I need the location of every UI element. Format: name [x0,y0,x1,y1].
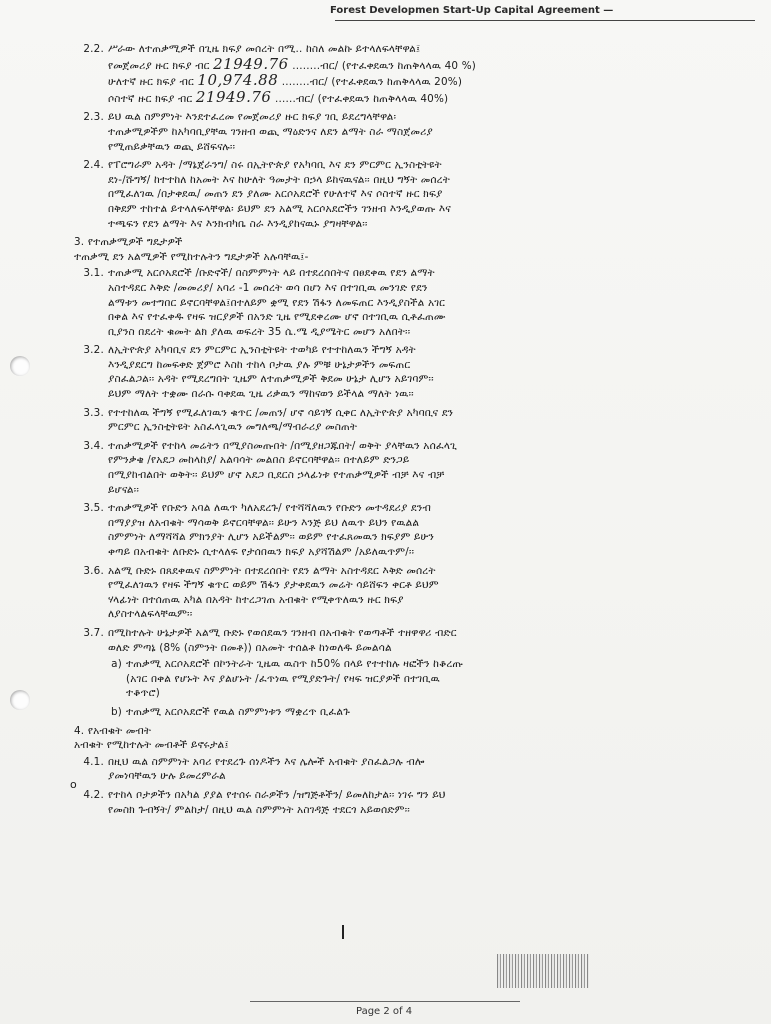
clause-number: 3.2. [83,344,104,357]
clause-line: ቢያንስ በደረት ቁመት ልክ ያለዉ ወፍረት 35 ሴ.ሜ ዲያሜትር መሆን አለበት፡፡ [108,325,411,338]
clause-number: 4.1. [83,755,104,768]
clause-line: ስምምነት ለማሻሻል ምክንያት ሊሆን አይችልም፡፡ ወይም የተፈጸመዉን ክፍያም ይሁን [108,531,434,544]
clause-line: ተጠቃሚ አርሶአደሮች /ቡድኖች/ በስምምነት ላይ በተደረሰበትና በፀደቀዉ የደን ልማት [108,267,435,280]
clause-line: ይህም ማለት ተቋሙ በራሱ ባቀደዉ ጊዜ ሪቃዉን ማከናወን ይችላል ማለት ነዉ፡፡ [108,388,414,401]
clause-line: በሚያከብልበት ወቅት፡፡ ይህም ሆኖ አደጋ ቢደርስ ኃላፊነቱ የተጠቃሚዎች ብቻ እና ብቻ [108,469,445,482]
clause-number: 2.4. [83,159,104,172]
payment-row-1 [108,57,708,74]
section-title: የተጠቃሚዎች ግዴታዎች [87,236,183,249]
handwritten-amount: 21949.76 [195,89,272,106]
clause-line: የምንቃቄ /የአደጋ መከላከያ/ አልባሳት መልበስ ይኖርባቸዋል፡፡ በተለይም ድንጋይ [108,454,410,467]
clause-3-5 [83,501,708,559]
punch-hole-bottom [10,690,30,710]
clause-2-2 [83,42,708,106]
clause-3-3 [83,406,708,435]
clause-line: ተጠቃሚዎች የተከላ መሬትን በሚያስመጡበት /በሚያዘጋጁበት/ ወቅት ያላቸዉን አሰፈላጊ [108,439,457,452]
clause-line: ተጠቃሚዎች የቡድን አባል ለዉጥ ካለአደረጉ/ የተሻሻለዉን የቡድን መተዳደሪያ ደንብ [108,502,431,515]
payment-row-3 [108,90,708,107]
header-rule [335,20,755,21]
clause-line: የፐሮግራም አዳት /ማኔጀራንግ/ ስሩ በኢትዮጵያ የአካባቢ እና ደን ምርምር ኢንስቲትዩት [108,159,442,172]
subclause-line: ተጠቃሚ አርሶአደሮች የዉል ስምምነቱን ማቋረጥ ቢፈልጉ [126,705,350,718]
clause-line: ሃላፊነት በተሰጠዉ አካል በአዳት ከተረጋገጠ አብቁት የሚቀጥለዉን ዙር ክፍያ [108,593,404,606]
clause-line: በሚከተሉት ሁኔታዎች አልሚ ቡድኑ የወሰደዉን ገንዘብ በአብቁት የወጣቶች ተዘዋዋሪ ብድር [108,626,457,639]
clause-line: ቀጣይ በአብቁት ለቡድኑ ሲተላለፍ የታሰበዉን ክፍያ አያሻሽልም /አይለዉጥም/፡፡ [108,546,415,558]
clause-line: በዚህ ዉል ስምምነት አባሪ የተደረጉ ሰነዶችን እና ሌሎች አብቁት ያስፈልጋሉ ብሎ [108,755,425,768]
clause-number: 3.6. [83,564,104,577]
section-title: የአብቁት መብት [87,724,152,737]
subclause-line: ተጠቃሚ አርሶአደሮች በኮንትራት ጊዜዉ ዉስጥ ከ50% በላይ የተተከሉ ዛፎችን ከቆረጡ [126,658,464,671]
clause-number: 3.4. [83,439,104,452]
payment-label: ሁለተኛ ዙር ክፍያ ብር [108,76,194,89]
payment-tail: ......ብር/ (የተፈቀደዉን ከጠቅላላዉ 40%) [274,92,449,105]
handwritten-amount: 10,974.88 [197,73,279,90]
clause-line: ያመነባቸዉን ሁሉ ይመረምራል [108,770,226,783]
subclause-label: a) [111,658,122,671]
clause-line: አስተዳደር እቅድ /መመሪያ/ አባሪ -1 መሰረት ወሳ በሆነ እና በተገቢዉ መንገድ የደን [108,281,428,294]
barcode-stamp [497,954,589,988]
clause-line: በቅደም ተከተል ይተላለፍላቸዋል፡ ይህም ደን አልሚ አርሶአደሮችን ገንዘብ እንዲያወጡ እና [108,202,451,215]
clause-3-6 [83,564,708,622]
clause-3-4 [83,439,708,497]
clause-line: የተከላ ቦታዎችን በአካል ያያል የተሰሩ ስራዎችን /ዝግጅቶችን/ ይመለከታል፡፡ ነገሩ ግን ይህ [108,788,446,801]
punch-hole-top [10,356,30,376]
clause-4-2 [83,788,708,817]
clause-number: 3.3. [83,406,104,419]
handwritten-amount: 21949.76 [213,56,289,73]
clause-line: የሚጠይቃቸዉን ወጪ ይሸፍናሉ፡፡ [108,140,236,153]
section-3-heading [74,235,708,264]
clause-line: ለያስተላልፍላቸዉም፡፡ [108,608,193,621]
section-number: 4. [74,724,85,737]
payment-row-2 [108,73,708,90]
clause-number: 4.2. [83,788,104,801]
page-number: Page 2 of 4 [356,1006,413,1017]
clause-number: 2.2. [83,43,104,55]
clause-number: 3.1. [83,267,104,280]
clause-line: ተጠቃሚዎችም ከአካባቢያቸዉ ገንዘብ ወጪ ማዕድንና ለደን ልማት ስራ ማስጀመሪያ [108,125,433,138]
document-body [68,42,708,821]
clause-line: የተተከለዉ ችግኝ የሚፈለገዉን ቁጥር /መጠን/ ሆኖ ሳይገኝ ሲቀር ለኢትዮጵያ አካባቢና ደን [108,406,454,419]
footer-rule [250,1001,520,1002]
clause-3-2 [83,343,708,401]
payment-tail: ........ብር/ (የተፈቀደዉን ከጠቅላላዉ 20%) [281,76,463,89]
clause-line: ይሆናል፡፡ [108,483,139,496]
clause-line: የሚፈለገዉን የዛፍ ችግኝ ቁጥር ወይም ሽፋን ያታቀደዉን መሬት ሳይሸፍን ቀርቶ ይህም [108,579,439,592]
clause-2-3 [83,110,708,154]
clause-line: የመስክ ጉብኝት/ ምልከታ/ በዚህ ዉል ስምምነት አስገዳጅ ተደርጎ አይወሰድም፡፡ [108,803,410,816]
subclause-label: b) [110,705,122,718]
clause-line: ያስፈልጋል፡፡ አዳት የሚደረግበት ጊዜም ለተጠቃሚዎች ቅደመ ሁኔታ ሊሆን አይገባም፡፡ [108,373,434,386]
clause-line: ተጫፍን የደን ልማት እና እንክብካቤ ስራ እንዲያከናዉኑ ያግዛቸዋል፡፡ [108,217,368,230]
clause-line: ወለድ ምጣኔ (8% (ስምንት በመቶ)) በአመት ተሰልቶ ከነወለዱ ይመልሳል [108,641,392,654]
clause-3-1 [83,266,708,339]
clause-line: ለኢትዮጵያ አካባቢና ደን ምርምር ኢንስቲትዩት ተወካይ የተተከለዉን ችግኝ አዳት [108,344,416,357]
subclause-a [111,657,708,701]
clause-number: 3.5. [83,502,104,515]
clause-2-4 [83,158,708,231]
payment-label: የመጀመሪያ ዙር ክፍያ ብር [108,59,210,72]
clause-3-7 [83,626,708,720]
clause-number: 2.3. [83,111,104,124]
bullet-mark: o [70,778,77,791]
clause-4-1 [83,755,708,784]
pen-mark [342,925,344,939]
payment-label: ሶስተኛ ዙር ክፍያ ብር [108,92,193,105]
subclause-b [110,705,708,720]
subclause-line: ተቆጥሮ) [126,687,160,700]
subclause-line: (አገር በቀል የሆኑት እና ያልሆኑት /ፈጥነዉ የሚያድጉት/ የዛፍ ዝርያዎች በተገቢዉ [126,672,440,685]
clause-line: ምርምር ኢንስቲትዩት አስፈላጊዉን መግለጫ/ማብራሪያ መስጠት [108,421,358,434]
clause-line: ልማቱን መተግበር ይኖርባቸዋል፤በተለይም ቋሚ የደን ሽፋን ለመፍጠር እንዲያስችል አገር [108,296,446,309]
payment-tail: ........ብር/ (የተፈቀደዉን ከጠቅላላዉ 40 %) [292,59,477,72]
section-number: 3. [74,236,85,249]
section-4-heading [74,724,708,753]
section-intro: አብቁት የሚከተሉት መብቶች ይኖሩታል፤ [74,739,229,752]
clause-line: በማያያዝ ለአብቁት ማሳወቅ ይኖርባቸዋል፡፡ ይሁን እንጅ ይህ ለዉጥ ይህን የዉልል [108,516,420,529]
page-header: Forest Developmen Start-Up Capital Agreement — [330,5,614,16]
section-intro: ተጠቃሚ ደን አልሚዎች የሚከተሉትን ግዴታዎች አሉባቸዉ፤- [74,250,309,263]
clause-line: በቀል እና የተፈቀዱ የዛፍ ዝርያዎች በአንድ ጊዜ የሚደቀረሙ ሆኖ በተገቢዉ ሲቶፈጠሙ [108,311,446,324]
clause-line: እንዲያደርግ ከመፍቀድ ጀምሮ እስከ ተከላ ቦታዉ ያሉ ምቹ ሁኔታዎችን መፍጠር [108,358,411,371]
clause-line: በሚፈለገዉ /በታቀደዉ/ መጠን ደን ያለሙ አርሶአደሮች የሁለተኛ እና ሶስተኛ ዙር ክፍያ [108,188,443,201]
clause-line: ሥራው ለተጠቃሚዎች በጊዜ ክፍያ መሰረት በሚ.. ከስለ መልኩ ይተላለፍላቸዋል፤ [108,43,421,55]
clause-line: ይህ ዉል ስምምነት እንደተፈረመ የመጀመሪያ ዙር ክፍያ ገቢ ይደረግላቸዋል፡ [108,111,397,124]
clause-number: 3.7. [83,626,104,639]
clause-line: አልሚ ቡድኑ በጸደቀዉና ስምምነት በተደረሰበት የደን ልማት አስተዳደር እቅድ መሰረት [108,564,436,577]
clause-line: ደነ-/ሹግኝ/ ከተተከለ ከአመት እና ከሁለት ዓመታት በኃላ ይከናዉናል፡፡ በዚህ ግኝት መሰረት [108,173,450,186]
